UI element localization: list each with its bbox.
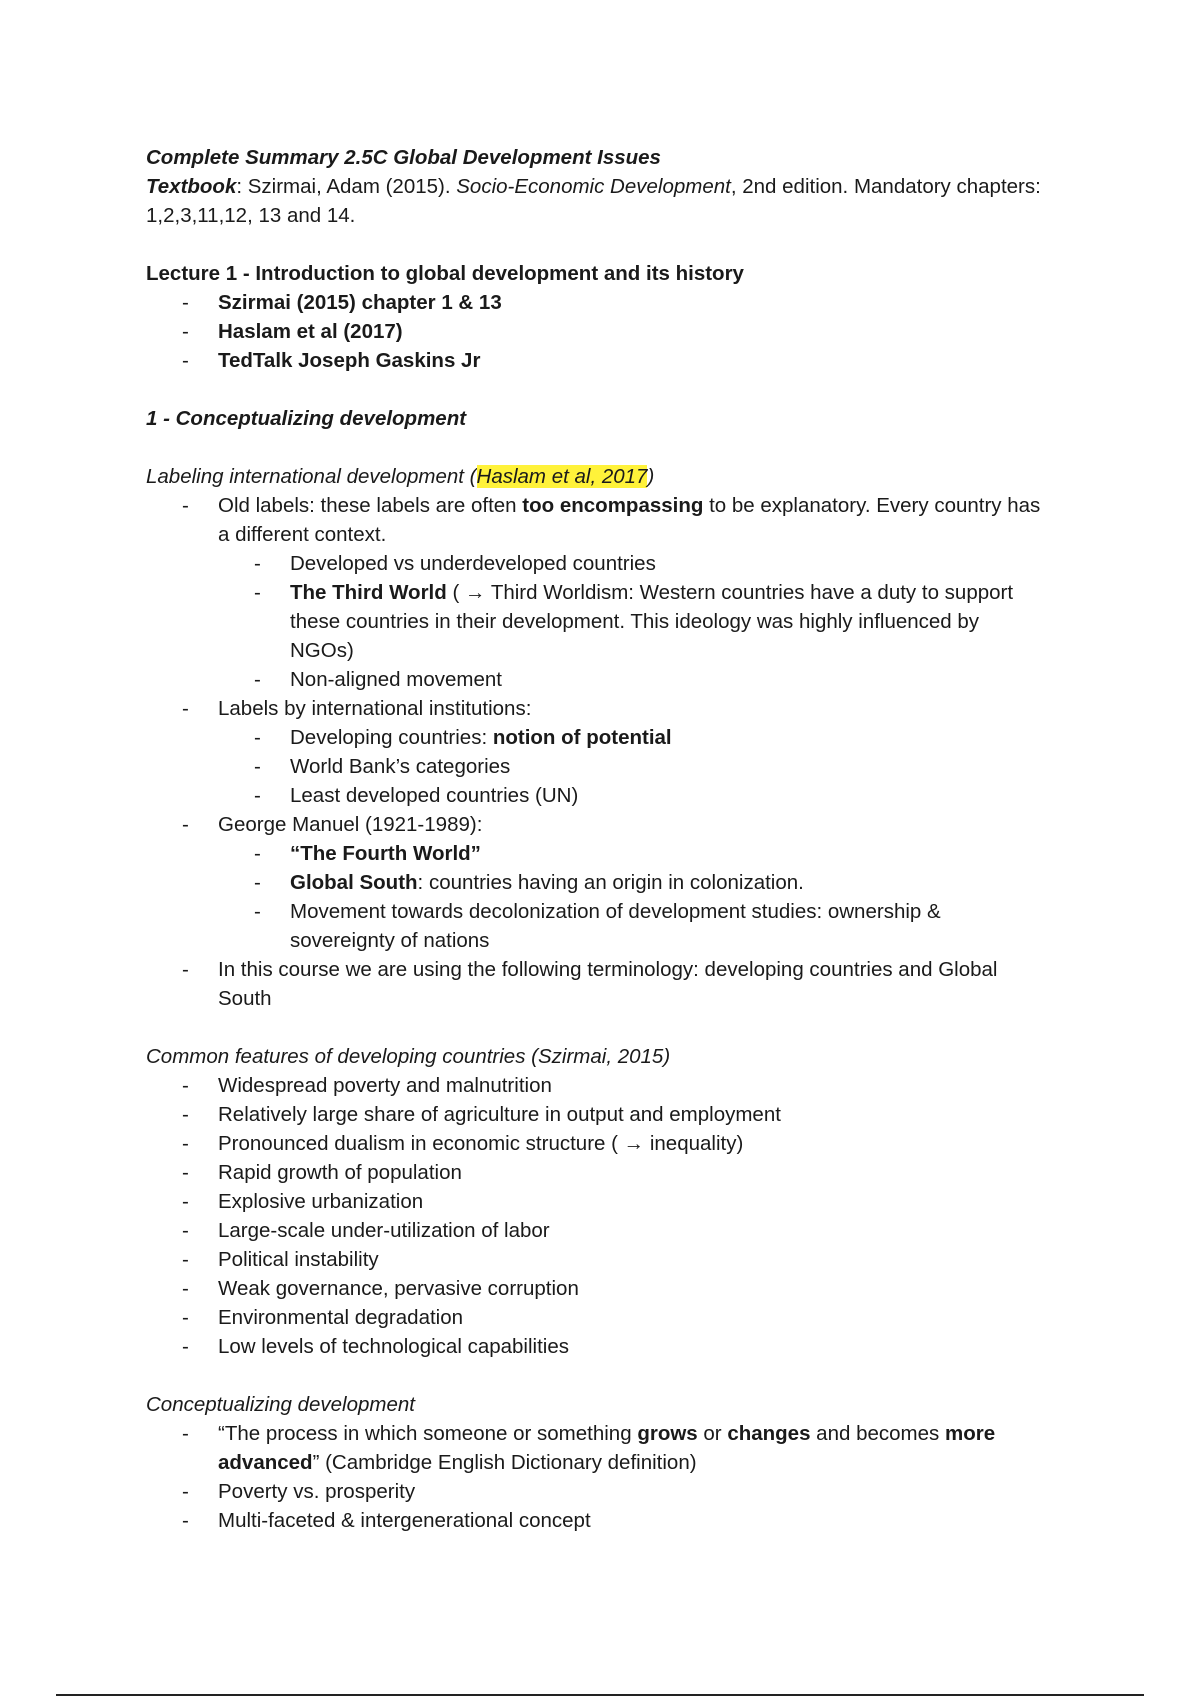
- page-divider: [56, 1694, 1144, 1696]
- list-item: - Weak governance, pervasive corruption: [146, 1274, 1046, 1303]
- features-list: [146, 1071, 1046, 1361]
- list-item: - “The Fourth World”: [218, 839, 1046, 868]
- list-item: - Explosive urbanization: [146, 1187, 1046, 1216]
- list-item: - The Third World ( → Third Worldism: Western countries have a duty to support these countries in their development. This ideology was highly influenced by NGOs): [218, 578, 1046, 665]
- concept-list: [146, 1419, 1046, 1535]
- list-item: - Least developed countries (UN): [218, 781, 1046, 810]
- list-item: - Relatively large share of agriculture in output and employment: [146, 1100, 1046, 1129]
- list-item: - Old labels: these labels are often too encompassing to be explanatory. Every country has a different context. - Developed vs underdeveloped countries - The Third World ( → Third Worldism: Western countries have a duty to support these countries in their development. This ideology was highly influenced by NGOs) - Non-aligned movement: [146, 491, 1046, 694]
- list-item: - Pronounced dualism in economic structure ( → inequality): [146, 1129, 1046, 1158]
- lecture-heading: Lecture 1 - Introduction to global development and its history: [146, 262, 744, 285]
- textbook-line: Textbook: Szirmai, Adam (2015). Socio-Economic Development, 2nd edition. Mandatory chapters: 1,2,3,11,12, 13 and 14.: [146, 175, 1041, 227]
- list-item: - Rapid growth of population: [146, 1158, 1046, 1187]
- list-item: - Non-aligned movement: [218, 665, 1046, 694]
- list-item: - Labels by international institutions: - Developing countries: notion of potential - World Bank’s categories - Least developed countries (UN): [146, 694, 1046, 810]
- list-item: - George Manuel (1921-1989): - “The Fourth World” - Global South: countries having an origin in colonization. - Movement towards decolonization of development studies: ownership & sovereignty of nations: [146, 810, 1046, 955]
- list-item: - TedTalk Joseph Gaskins Jr: [146, 346, 1046, 375]
- list-item: - Poverty vs. prosperity: [146, 1477, 1046, 1506]
- list-item: - Low levels of technological capabilities: [146, 1332, 1046, 1361]
- list-item: - “The process in which someone or something grows or changes and becomes more advanced” (Cambridge English Dictionary definition): [146, 1419, 1046, 1477]
- list-item: - Szirmai (2015) chapter 1 & 13: [146, 288, 1046, 317]
- list-item: - Haslam et al (2017): [146, 317, 1046, 346]
- list-item: - Developed vs underdeveloped countries: [218, 549, 1046, 578]
- list-item: - Widespread poverty and malnutrition: [146, 1071, 1046, 1100]
- list-item: - Movement towards decolonization of development studies: ownership & sovereignty of nations: [218, 897, 1046, 955]
- section-heading: 1 - Conceptualizing development: [146, 407, 467, 430]
- labeling-list: [146, 491, 1046, 1013]
- list-item: - Large-scale under-utilization of labor: [146, 1216, 1046, 1245]
- subsection-heading-concept: Conceptualizing development: [146, 1393, 415, 1416]
- subsection-heading-features: Common features of developing countries (Szirmai, 2015): [146, 1045, 671, 1068]
- list-item: - Developing countries: notion of potential: [218, 723, 1046, 752]
- document-page: [146, 143, 1046, 1535]
- document-title: Complete Summary 2.5C Global Development Issues: [146, 146, 661, 169]
- list-item: - Global South: countries having an origin in colonization.: [218, 868, 1046, 897]
- list-item: - In this course we are using the following terminology: developing countries and Global South: [146, 955, 1046, 1013]
- reading-list: [146, 288, 1046, 375]
- list-item: - Political instability: [146, 1245, 1046, 1274]
- list-item: - Multi-faceted & intergenerational concept: [146, 1506, 1046, 1535]
- subsection-heading-labeling: Labeling international development (Haslam et al, 2017): [146, 465, 655, 488]
- list-item: - Environmental degradation: [146, 1303, 1046, 1332]
- highlighted-citation: Haslam et al, 2017: [476, 465, 648, 488]
- list-item: - World Bank’s categories: [218, 752, 1046, 781]
